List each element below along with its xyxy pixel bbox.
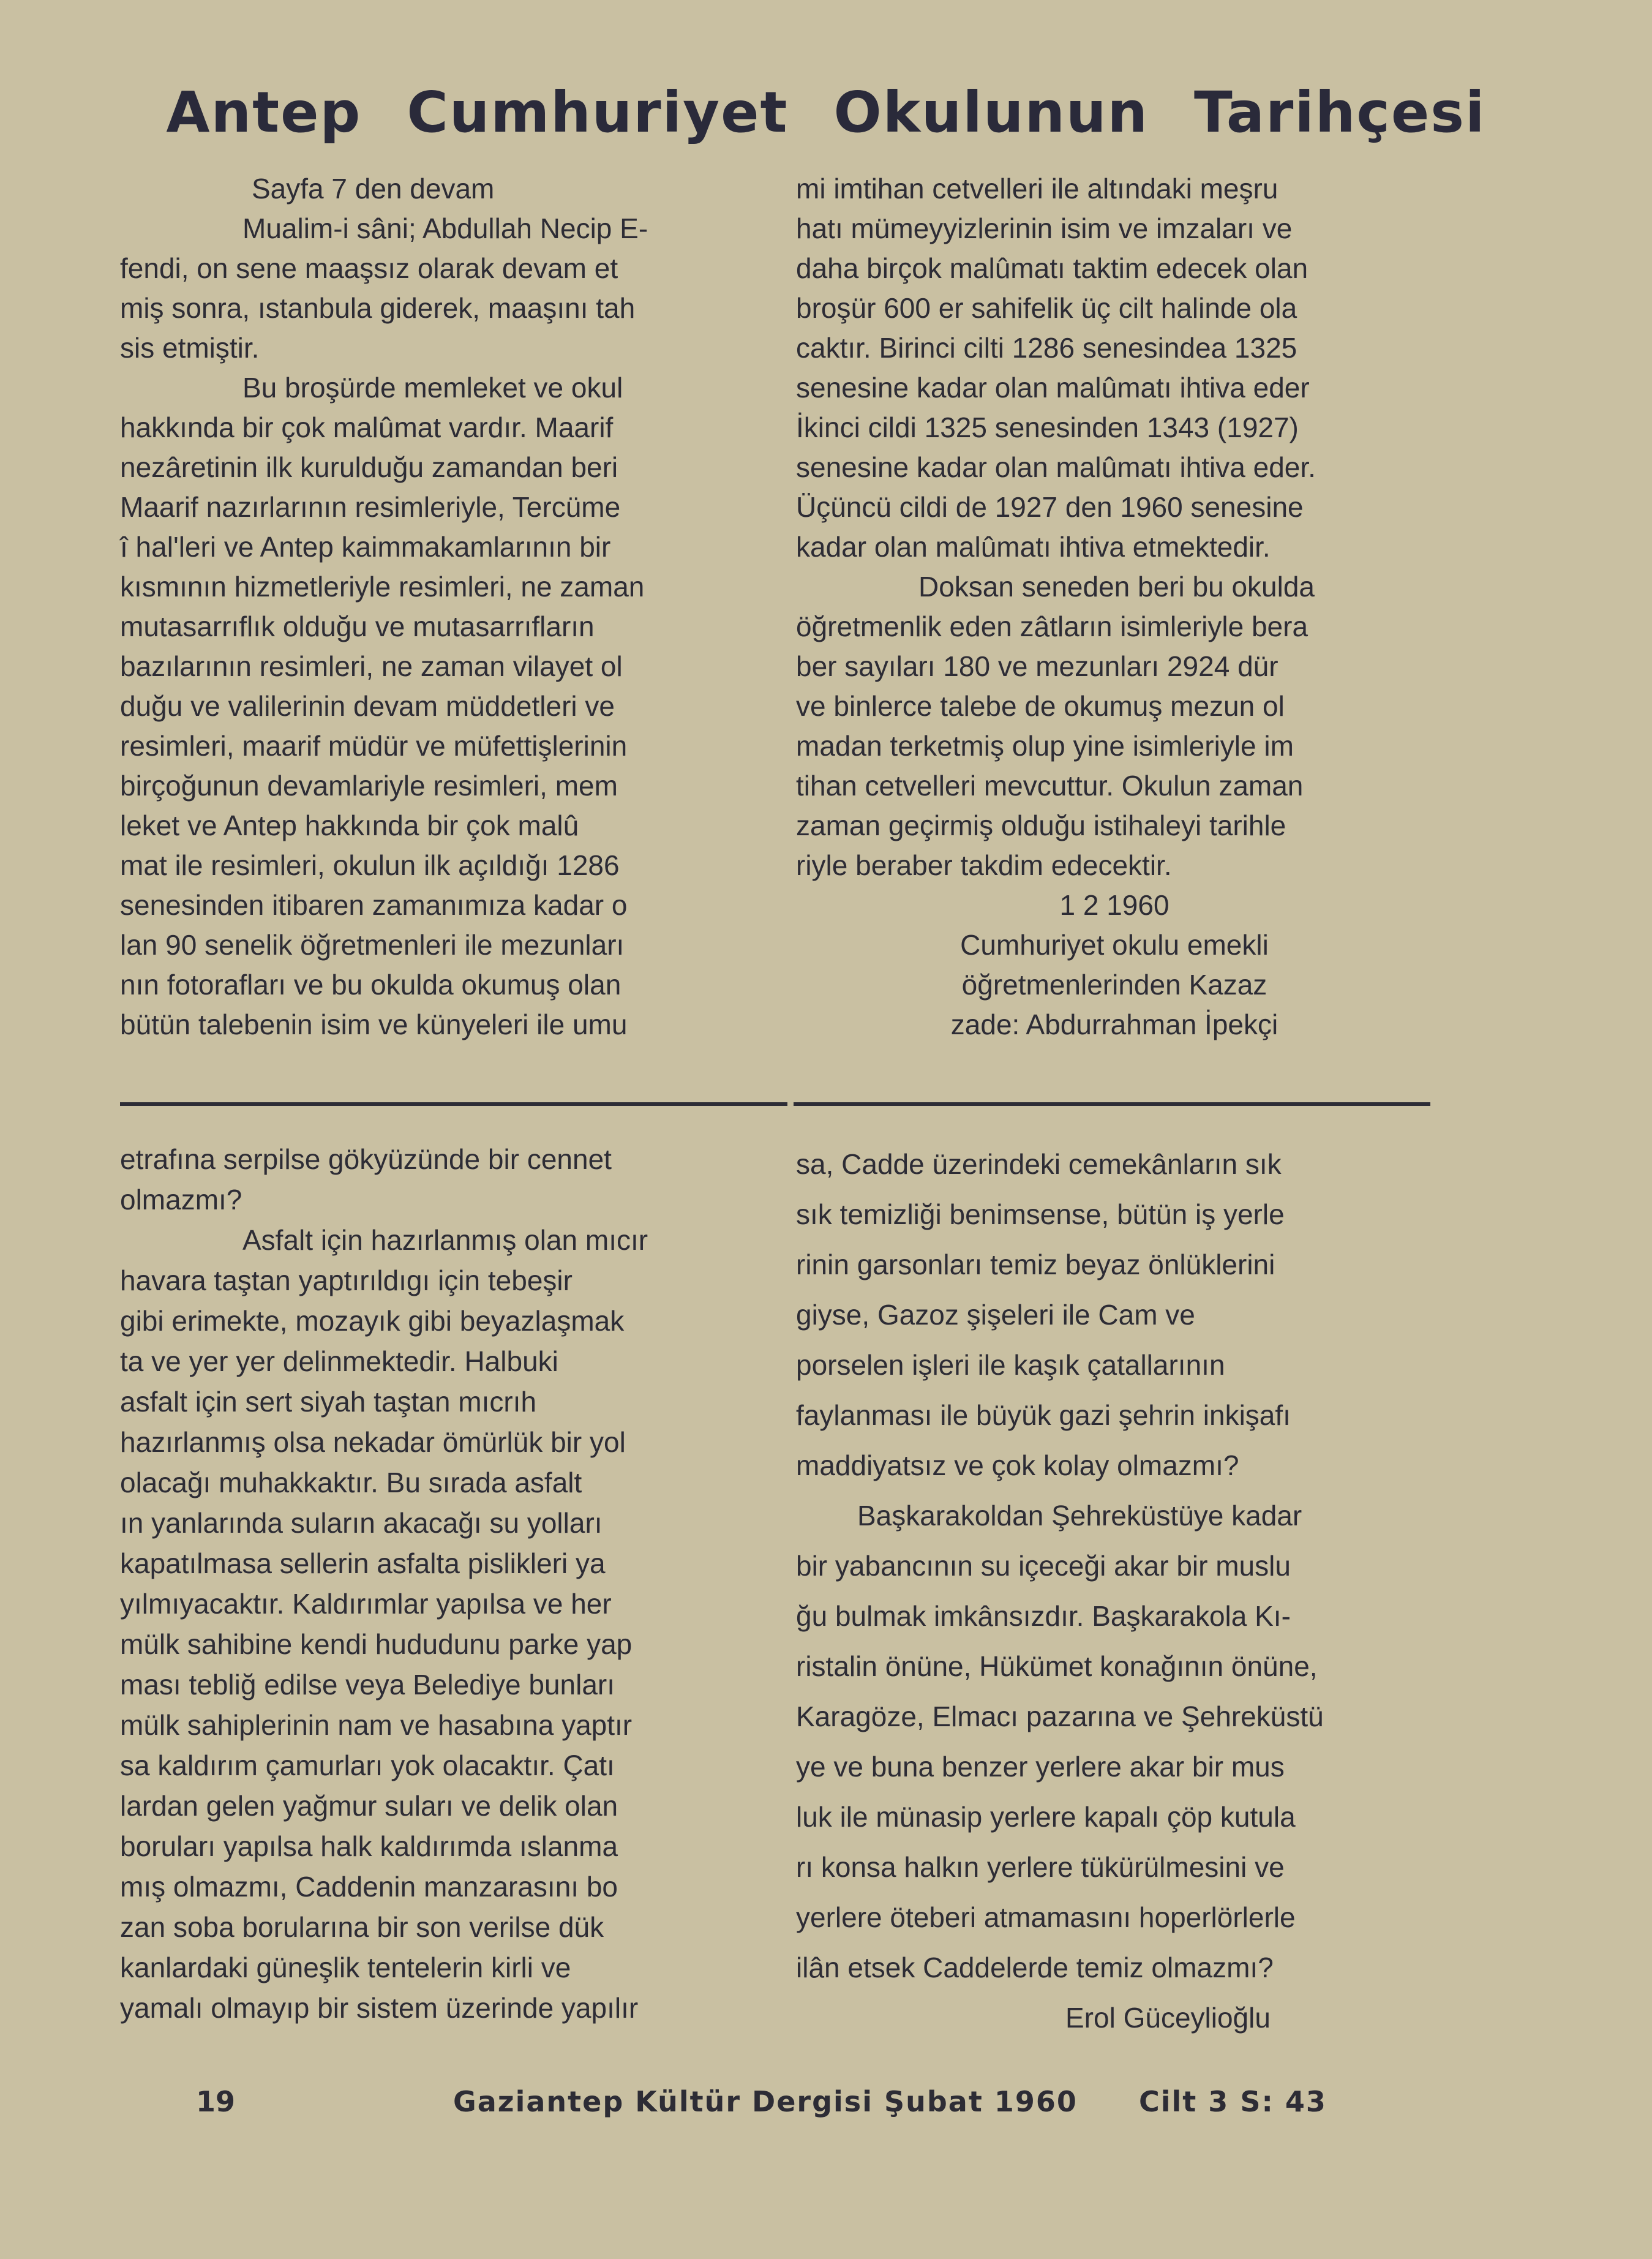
text-line: kapatılmasa sellerin asfalta pislikleri ya [120, 1547, 606, 1579]
text-line: lardan gelen yağmur suları ve delik olan [120, 1790, 618, 1822]
text-line: rı konsa halkın yerlere tükürülmesini ve [796, 1851, 1285, 1883]
text-line: havara taştan yaptırıldıgı için tebeşir [120, 1265, 573, 1296]
second-article-right-column [796, 1139, 1433, 2043]
article-title: Antep Cumhuriyet Okulunun Tarihçesi [166, 80, 1486, 145]
text-line: gibi erimekte, mozayık gibi beyazlaşmak [120, 1305, 625, 1337]
text-line: Başkarakoldan Şehreküstüye kadar [857, 1500, 1302, 1532]
text-line: leket ve Antep hakkında bir çok malû [120, 810, 579, 841]
text-line: Bu broşürde memleket ve okul [242, 372, 623, 404]
text-line: sık temizliği benimsense, bütün iş yerle [796, 1198, 1285, 1230]
text-line: mış olmazmı, Caddenin manzarasını bo [120, 1871, 618, 1903]
text-line: Erol Güceylioğlu [1065, 2002, 1271, 2034]
text-line: öğretmenlerinden Kazaz [961, 969, 1267, 1001]
text-line: yerlere öteberi atmamasını hoperlörlerle [796, 1901, 1296, 1933]
text-line: İkinci cildi 1325 senesinden 1343 (1927) [796, 412, 1299, 443]
article-left-column [120, 169, 763, 1045]
text-line: mi imtihan cetvelleri ile altındaki meşru [796, 173, 1278, 205]
text-line: yamalı olmayıp bir sistem üzerinde yapılır [120, 1992, 639, 2024]
text-line: ristalin önüne, Hükümet konağının önüne, [796, 1650, 1318, 1682]
text-line: porselen işleri ile kaşık çatallarının [796, 1349, 1225, 1381]
text-line: boruları yapılsa halk kaldırımda ıslanma [120, 1830, 618, 1862]
text-line: sis etmiştir. [120, 332, 260, 364]
page-number: 19 [196, 2085, 236, 2118]
text-line: nın fotorafları ve bu okulda okumuş olan [120, 969, 621, 1001]
text-line: ye ve buna benzer yerlere akar bir mus [796, 1751, 1285, 1783]
text-line: ilân etsek Caddelerde temiz olmazmı? [796, 1952, 1274, 1983]
text-line: bütün talebenin isim ve künyeleri ile umu [120, 1009, 628, 1040]
text-line: miş sonra, ıstanbula giderek, maaşını tah [120, 292, 636, 324]
text-line: ın yanlarında suların akacağı su yolları [120, 1507, 603, 1539]
text-line: olmazmı? [120, 1184, 242, 1216]
text-line: hazırlanmış olsa nekadar ömürlük bir yol [120, 1426, 626, 1458]
text-line: Maarif nazırlarının resimleriyle, Tercüme [120, 491, 621, 523]
text-line: öğretmenlik eden zâtların isimleriyle bera [796, 611, 1308, 642]
text-line: fendi, on sene maaşsız olarak devam et [120, 252, 618, 284]
text-line: hakkında bir çok malûmat vardır. Maarif [120, 412, 614, 443]
text-line: Mualim-i sâni; Abdullah Necip E- [242, 212, 648, 244]
volume-issue: Cilt 3 S: 43 [1139, 2085, 1327, 2118]
text-line: bir yabancının su içeceği akar bir muslu [796, 1550, 1291, 1582]
text-line: î hal'leri ve Antep kaimmakamlarının bir [120, 531, 611, 563]
text-line: senesine kadar olan malûmatı ihtiva eder [796, 372, 1310, 404]
text-line: rinin garsonları temiz beyaz önlüklerini [796, 1249, 1275, 1280]
text-line: resimleri, maarif müdür ve müfettişlerinin [120, 730, 628, 762]
text-line: riyle beraber takdim edecektir. [796, 849, 1172, 881]
journal-name: Gaziantep Kültür Dergisi Şubat 1960 [453, 2085, 1078, 2118]
text-line: nezâretinin ilk kurulduğu zamandan beri [120, 451, 618, 483]
text-line: ve binlerce talebe de okumuş mezun ol [796, 690, 1285, 722]
text-line: mülk sahibine kendi hududunu parke yap [120, 1628, 633, 1660]
text-line: Asfalt için hazırlanmış olan mıcır [242, 1224, 648, 1256]
text-line: birçoğunun devamlariyle resimleri, mem [120, 770, 618, 802]
text-line: senesinden itibaren zamanımıza kadar o [120, 889, 628, 921]
text-line: zaman geçirmiş olduğu istihaleyi tarihle [796, 810, 1286, 841]
text-line: sa, Cadde üzerindeki cemekânların sık [796, 1148, 1282, 1180]
text-line: ber sayıları 180 ve mezunları 2924 dür [796, 650, 1278, 682]
text-line: mutasarrıflık olduğu ve mutasarrıfların [120, 611, 595, 642]
text-line: olacağı muhakkaktır. Bu sırada asfalt [120, 1467, 582, 1498]
text-line: madan terketmiş olup yine isimleriyle im [796, 730, 1294, 762]
text-line: bazılarının resimleri, ne zaman vilayet ol [120, 650, 623, 682]
text-line: faylanması ile büyük gazi şehrin inkişafı [796, 1399, 1291, 1431]
text-line: kadar olan malûmatı ihtiva etmektedir. [796, 531, 1271, 563]
text-line: ması tebliğ edilse veya Belediye bunları [120, 1669, 615, 1701]
text-line: mat ile resimleri, okulun ilk açıldığı 1286 [120, 849, 620, 881]
text-line: ğu bulmak imkânsızdır. Başkarakola Kı- [796, 1600, 1291, 1632]
section-divider-right [794, 1102, 1430, 1106]
text-line: Cumhuriyet okulu emekli [960, 929, 1269, 961]
text-line: zan soba borularına bir son verilse dük [120, 1911, 604, 1943]
text-line: broşür 600 er sahifelik üç cilt halinde ola [796, 292, 1297, 324]
text-line: luk ile münasip yerlere kapalı çöp kutula [796, 1801, 1296, 1833]
text-line: 1 2 1960 [1059, 889, 1170, 921]
text-line: senesine kadar olan malûmatı ihtiva eder. [796, 451, 1316, 483]
text-line: Doksan seneden beri bu okulda [918, 571, 1315, 603]
text-line: caktır. Birinci cilti 1286 senesindea 1325 [796, 332, 1297, 364]
text-line: asfalt için sert siyah taştan mıcrıh [120, 1386, 537, 1418]
text-line: yılmıyacaktır. Kaldırımlar yapılsa ve her [120, 1588, 612, 1620]
text-line: zade: Abdurrahman İpekçi [950, 1009, 1278, 1040]
text-line: Karagöze, Elmacı pazarına ve Şehreküstü [796, 1701, 1324, 1732]
text-line: daha birçok malûmatı taktim edecek olan [796, 252, 1308, 284]
text-line: Üçüncü cildi de 1927 den 1960 senesine [796, 491, 1304, 523]
text-line: hatı mümeyyizlerinin isim ve imzaları ve [796, 212, 1293, 244]
text-line: etrafına serpilse gökyüzünde bir cennet [120, 1143, 612, 1175]
text-line: maddiyatsız ve çok kolay olmazmı? [796, 1449, 1239, 1481]
text-line: tihan cetvelleri mevcuttur. Okulun zaman [796, 770, 1304, 802]
text-line: giyse, Gazoz şişeleri ile Cam ve [796, 1299, 1195, 1331]
text-line: duğu ve valilerinin devam müddetleri ve [120, 690, 615, 722]
text-line: Sayfa 7 den devam [252, 173, 495, 205]
text-line: kanlardaki güneşlik tentelerin kirli ve [120, 1952, 571, 1983]
text-line: lan 90 senelik öğretmenleri ile mezunları [120, 929, 625, 961]
second-article-left-column [120, 1139, 763, 2028]
text-line: ta ve yer yer delinmektedir. Halbuki [120, 1345, 558, 1377]
section-divider-left [120, 1102, 787, 1106]
text-line: sa kaldırım çamurları yok olacaktır. Çatı [120, 1750, 615, 1781]
text-line: kısmının hizmetleriyle resimleri, ne zaman [120, 571, 645, 603]
text-line: mülk sahiplerinin nam ve hasabına yaptır [120, 1709, 633, 1741]
article-right-column [796, 169, 1433, 1045]
